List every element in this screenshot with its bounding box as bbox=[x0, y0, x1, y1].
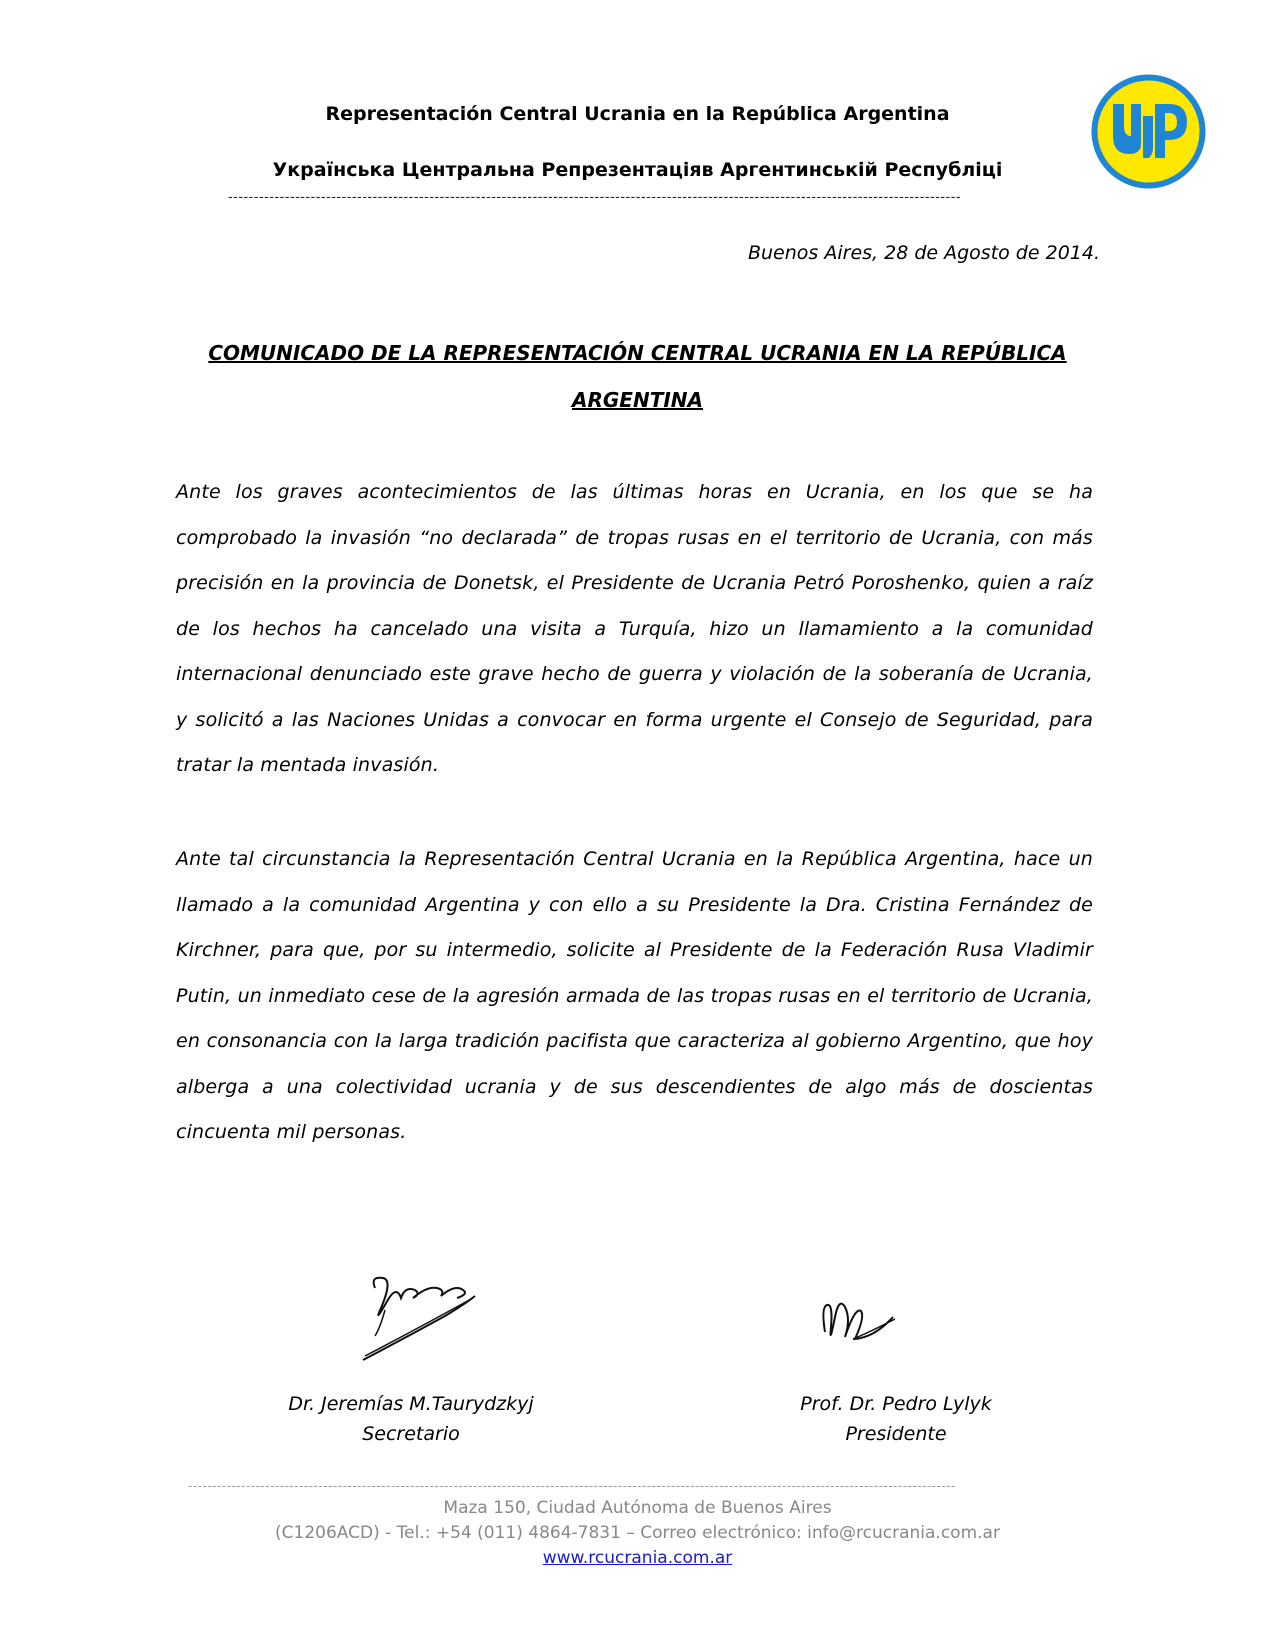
organization-logo bbox=[1091, 74, 1206, 189]
secretary-signature-block bbox=[241, 1389, 581, 1449]
footer-contact: (C1206ACD) - Tel.: +54 (011) 4864-7831 – Correo electrónico: info@rcucrania.com.ar bbox=[275, 1523, 1000, 1543]
body-paragraph-1: Ante los graves acontecimientos de las últimas horas en Ucrania, en los que se ha comprobado la invasión “no declarada” de tropas rusas en el territorio de Ucrania, con más precisión en la provincia de Donetsk, el Presidente de Ucrania Petró Poroshenko, quien a raíz de los hechos ha cancelado una visita a Turquía, hizo un llamamiento a la comunidad internacional denunciado este grave hecho de guerra y violación de la soberanía de Ucrania, y solicitó a las Naciones Unidas a convocar en forma urgente el Consejo de Seguridad, para tratar la mentada invasión. bbox=[176, 481, 1093, 776]
organization-name-spanish: Representación Central Ucrania en la República Argentina bbox=[325, 103, 950, 125]
organization-name-ukrainian: Українська Центральна Репрезентаціяв Аргентинській Республіці bbox=[272, 159, 1003, 181]
communique-title-line-2: ARGENTINA bbox=[572, 388, 703, 412]
header-separator: ---------------------------------------------------------------------------------------------------------------------------------------------- bbox=[228, 189, 962, 203]
communique-title-line-1: COMUNICADO DE LA REPRESENTACIÓN CENTRAL UCRANIA EN LA REPÚBLICA bbox=[208, 341, 1067, 365]
body-paragraph-2: Ante tal circunstancia la Representación Central Ucrania en la República Argentina, hace un llamado a la comunidad Argentina y con ello a su Presidente la Dra. Cristina Fernández de Kirchner, para que, por su intermedio, solicite al Presidente de la Federación Rusa Vladimir Putin, un inmediato cese de la agresión armada de las tropas rusas en el territorio de Ucrania, en consonancia con la larga tradición pacifista que caracteriza al gobierno Argentino, que hoy alberga a una colectividad ucrania y de sus descendientes de algo más de doscientas cincuenta mil personas. bbox=[176, 848, 1093, 1143]
president-signature bbox=[815, 1287, 905, 1357]
footer-address: Maza 150, Ciudad Autónoma de Buenos Aires bbox=[443, 1498, 832, 1518]
letter-date: Buenos Aires, 28 de Agosto de 2014. bbox=[747, 242, 1100, 264]
secretary-name: Dr. Jeremías M.Taurydzkyj bbox=[288, 1393, 534, 1415]
footer-website-line bbox=[0, 1546, 1275, 1571]
website-link[interactable]: www.rcucrania.com.ar bbox=[542, 1548, 733, 1568]
footer-separator: --------------------------------------------------------------------------------------------------------------------------------------------------------------- bbox=[188, 1479, 956, 1493]
president-signature-block bbox=[726, 1389, 1066, 1449]
president-role: Presidente bbox=[845, 1423, 947, 1445]
secretary-signature bbox=[345, 1268, 505, 1368]
secretary-role: Secretario bbox=[362, 1423, 460, 1445]
president-name: Prof. Dr. Pedro Lylyk bbox=[800, 1393, 992, 1415]
